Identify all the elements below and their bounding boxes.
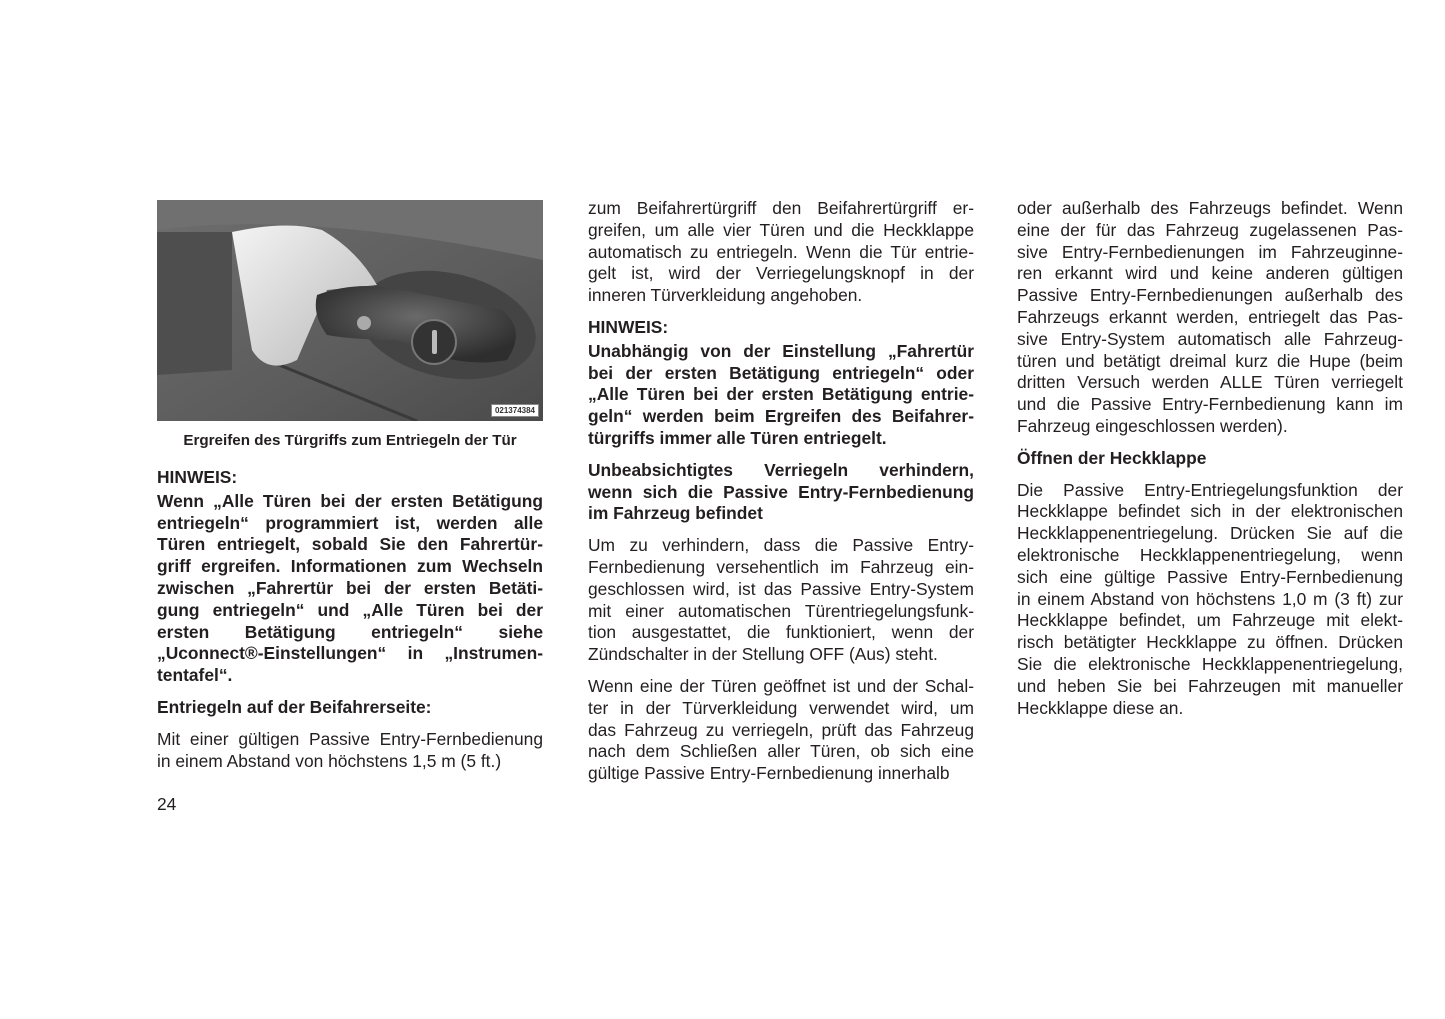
- bold-text-block: [157, 467, 543, 489]
- text-line: Wenn eine der Türen geöffnet ist und der Schal-: [588, 675, 974, 696]
- bold-text-block: [157, 491, 543, 687]
- text-line: bei der ersten Betätigung entriegeln“ oder: [588, 362, 974, 383]
- text-line: Entriegeln auf der Beifahrerseite:: [157, 696, 432, 717]
- text-line: Türen entriegelt, sobald Sie den Fahrertür-: [157, 534, 543, 555]
- text-line: inneren Türverkleidung angehoben.: [588, 285, 863, 306]
- bold-text-block: [588, 341, 974, 450]
- text-line: wenn sich die Passive Entry-Fernbedienung: [588, 481, 974, 502]
- paragraph: [588, 676, 974, 785]
- text-line: Unbeabsichtigtes Verriegeln verhindern,: [588, 459, 974, 480]
- hand-gripping-door-handle-image: [157, 200, 543, 421]
- text-line: sich eine gültige Passive Entry-Fernbedienung: [1017, 566, 1403, 587]
- text-line: HINWEIS:: [588, 316, 669, 337]
- page-number: 24: [157, 794, 177, 814]
- text-line: eine der für das Fahrzeug zugelassenen Pas-: [1017, 219, 1403, 240]
- paragraph: [1017, 480, 1403, 720]
- text-line: Sie die elektronische Heckklappenentriegelung,: [1017, 653, 1403, 674]
- text-line: entriegeln“ programmiert ist, werden alle: [157, 512, 543, 533]
- bold-text-block: [157, 697, 543, 719]
- text-line: Unabhängig von der Einstellung „Fahrertür: [588, 340, 974, 361]
- text-line: im Fahrzeug befindet: [588, 503, 763, 524]
- text-line: gelt ist, wird der Verriegelungsknopf in der: [588, 263, 974, 284]
- bold-text-block: [1017, 448, 1403, 470]
- text-line: Fernbedienung versehentlich im Fahrzeug ein-: [588, 556, 974, 577]
- figure-id-label: 021374384: [491, 404, 539, 417]
- text-line: Mit einer gültigen Passive Entry-Fernbedienung: [157, 728, 543, 749]
- text-line: dritten Versuch werden ALLE Türen verriegelt: [1017, 372, 1403, 393]
- text-line: und die Passive Entry-Fernbedienung kann im: [1017, 394, 1403, 415]
- text-line: ter in der Türverkleidung verwendet wird, um: [588, 697, 974, 718]
- text-line: türen und betätigt dreimal kurz die Hupe (beim: [1017, 350, 1403, 371]
- text-line: Zündschalter in der Stellung OFF (Aus) steht.: [588, 644, 938, 665]
- text-line: sive Entry-System automatisch alle Fahrzeug-: [1017, 328, 1403, 349]
- column-3: [1017, 198, 1403, 719]
- text-line: risch betätigter Heckklappe zu öffnen. Drücken: [1017, 632, 1403, 653]
- text-line: tentafel“.: [157, 665, 233, 686]
- column-2: [588, 198, 974, 785]
- text-line: Heckklappenentriegelung. Drücken Sie auf die: [1017, 523, 1403, 544]
- text-line: Um zu verhindern, dass die Passive Entry-: [588, 535, 974, 556]
- text-line: Heckklappe befindet, um Fahrzeuge mit elekt-: [1017, 610, 1403, 631]
- text-line: und heben Sie bei Fahrzeugen mit manueller: [1017, 675, 1403, 696]
- text-line: in einem Abstand von höchstens 1,5 m (5 ft.): [157, 750, 502, 771]
- text-line: griff ergreifen. Informationen zum Wechseln: [157, 556, 543, 577]
- text-line: Heckklappe diese an.: [1017, 697, 1184, 718]
- text-line: geschlossen wird, ist das Passive Entry-System: [588, 578, 974, 599]
- text-line: Heckklappe befindet sich in der elektronischen: [1017, 501, 1403, 522]
- text-line: oder außerhalb des Fahrzeugs befindet. Wenn: [1017, 198, 1403, 218]
- column-1: [157, 467, 543, 772]
- text-line: Wenn „Alle Türen bei der ersten Betätigung: [157, 490, 543, 511]
- text-line: Passive Entry-Fernbedienungen außerhalb des: [1017, 285, 1403, 306]
- text-line: Die Passive Entry-Entriegelungsfunktion der: [1017, 479, 1403, 500]
- bold-text-block: [588, 460, 974, 525]
- text-line: greifen, um alle vier Türen und die Heckklappe: [588, 219, 974, 240]
- text-line: das Fahrzeug zu verriegeln, prüft das Fahrzeug: [588, 719, 974, 740]
- paragraph: [588, 198, 974, 307]
- text-line: Fahrzeug eingeschlossen werden).: [1017, 415, 1288, 436]
- text-line: elektronische Heckklappenentriegelung, wenn: [1017, 544, 1403, 565]
- text-line: zwischen „Fahrertür bei der ersten Betäti-: [157, 577, 543, 598]
- text-line: türgriffs immer alle Türen entriegelt.: [588, 427, 887, 448]
- text-line: Öffnen der Heckklappe: [1017, 447, 1207, 468]
- text-line: geln“ werden beim Ergreifen des Beifahrer-: [588, 406, 974, 427]
- text-line: in einem Abstand von höchstens 1,0 m (3 ft) zur: [1017, 588, 1403, 609]
- text-line: „Uconnect®-Einstellungen“ in „Instrumen-: [157, 643, 543, 664]
- text-line: zum Beifahrertürgriff den Beifahrertürgriff er-: [588, 198, 974, 218]
- door-handle-illustration: [157, 200, 543, 421]
- text-line: sive Entry-Fernbedienungen im Fahrzeuginne-: [1017, 241, 1403, 262]
- text-line: tion ausgestattet, die funktioniert, wenn der: [588, 622, 974, 643]
- text-line: Fahrzeugs erkannt werden, entriegelt das Pas-: [1017, 306, 1403, 327]
- text-line: gung entriegeln“ und „Alle Türen bei der: [157, 599, 543, 620]
- paragraph: [157, 729, 543, 773]
- text-line: ren erkannt wird und keine anderen gültigen: [1017, 263, 1403, 284]
- paragraph: [1017, 198, 1403, 438]
- paragraph: [588, 535, 974, 666]
- bold-text-block: [588, 317, 974, 339]
- text-line: automatisch zu entriegeln. Wenn die Tür entrie-: [588, 241, 974, 262]
- text-line: nach dem Schließen aller Türen, ob sich eine: [588, 741, 974, 762]
- text-line: „Alle Türen bei der ersten Betätigung entrie-: [588, 384, 974, 405]
- text-line: gültige Passive Entry-Fernbedienung innerhalb: [588, 763, 950, 784]
- text-line: ersten Betätigung entriegeln“ siehe: [157, 621, 543, 642]
- text-line: HINWEIS:: [157, 467, 238, 487]
- figure-caption: Ergreifen des Türgriffs zum Entriegeln der Tür: [183, 432, 517, 449]
- text-line: mit einer automatischen Türentriegelungsfunk-: [588, 600, 974, 621]
